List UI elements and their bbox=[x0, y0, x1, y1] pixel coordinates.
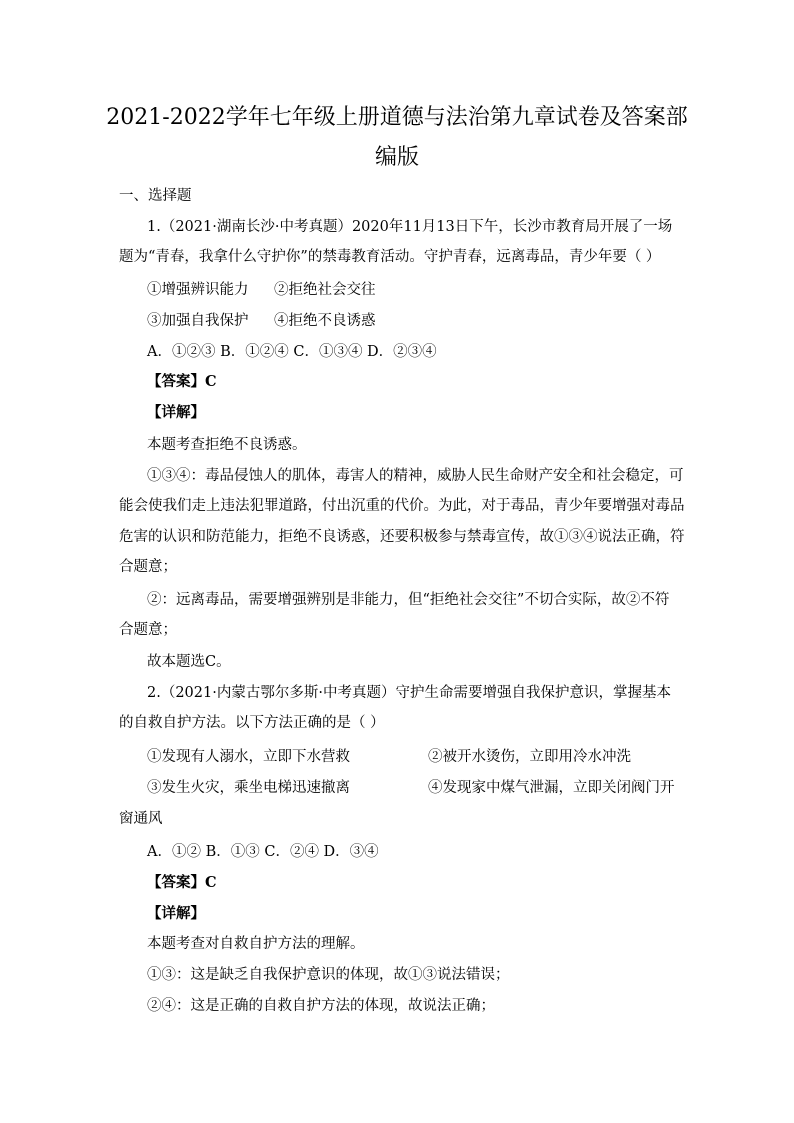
q1-choices: A．①②③ B．①②④ C．①③④ D．②③④ bbox=[147, 344, 437, 360]
q1-explanation-line: 合题意； bbox=[119, 559, 177, 575]
q2-explanation-line: ②④：这是正确的自救自护方法的体现，故说法正确； bbox=[147, 998, 495, 1014]
q1-answer: 【答案】C bbox=[147, 373, 217, 390]
q1-explanation-line: 合题意； bbox=[119, 622, 177, 638]
q2-option-4: ④发现家中煤气泄漏，立即关闭阀门开 bbox=[428, 780, 675, 796]
q2-explanation-intro: 本题考查对自救自护方法的理解。 bbox=[147, 936, 365, 952]
q1-option-2: ②拒绝社会交往 bbox=[274, 282, 376, 298]
document-title-line-2: 编版 bbox=[374, 145, 419, 170]
q1-explanation-line: ②：远离毒品，需要增强辨别是非能力，但“拒绝社会交往”不切合实际，故②不符 bbox=[147, 592, 670, 608]
q2-detail-label: 【详解】 bbox=[147, 905, 205, 922]
q1-explanation-intro: 本题考查拒绝不良诱惑。 bbox=[147, 437, 307, 453]
q1-conclusion: 故本题选C。 bbox=[147, 654, 231, 670]
q1-option-3: ③加强自我保护 bbox=[147, 313, 249, 329]
document-title-line-1: 2021-2022学年七年级上册道德与法治第九章试卷及答案部 bbox=[106, 105, 688, 130]
q1-explanation-line: ①③④：毒品侵蚀人的肌体，毒害人的精神，威胁人民生命财产安全和社会稳定，可 bbox=[147, 468, 684, 484]
q2-stem-line-1: 2.（2021·内蒙古鄂尔多斯·中考真题）守护生命需要增强自我保护意识，掌握基本 bbox=[147, 685, 671, 701]
q1-stem-line-1: 1.（2021·湖南长沙·中考真题）2020年11月13日下午，长沙市教育局开展了一场 bbox=[147, 219, 673, 235]
q2-stem-line-2: 的自救自护方法。以下方法正确的是（ ） bbox=[119, 715, 385, 731]
q2-answer: 【答案】C bbox=[147, 874, 217, 891]
q1-detail-label: 【详解】 bbox=[147, 404, 205, 421]
q1-explanation-line: 危害的认识和防范能力，拒绝不良诱惑，还要积极参与禁毒宣传，故①③④说法正确，符 bbox=[119, 529, 685, 545]
q2-option-4-continued: 窗通风 bbox=[119, 811, 163, 827]
q1-explanation-line: 能会使我们走上违法犯罪道路，付出沉重的代价。为此，对于毒品，青少年要增强对毒品 bbox=[119, 498, 685, 514]
q1-stem-line-2: 题为“青春，我拿什么守护你”的禁毒教育活动。守护青春，远离毒品，青少年要（ ） bbox=[119, 249, 661, 265]
q1-option-4: ④拒绝不良诱惑 bbox=[274, 313, 376, 329]
q2-explanation-line: ①③：这是缺乏自我保护意识的体现，故①③说法错误； bbox=[147, 967, 510, 983]
q2-option-2: ②被开水烫伤，立即用冷水冲洗 bbox=[428, 749, 631, 765]
q1-option-1: ①增强辨识能力 bbox=[147, 282, 249, 298]
q2-option-1: ①发现有人溺水，立即下水营救 bbox=[147, 749, 350, 765]
section-heading: 一、选择题 bbox=[119, 188, 192, 204]
q2-option-3: ③发生火灾，乘坐电梯迅速撤离 bbox=[147, 780, 350, 796]
q2-choices: A．①② B．①③ C．②④ D．③④ bbox=[147, 844, 379, 860]
